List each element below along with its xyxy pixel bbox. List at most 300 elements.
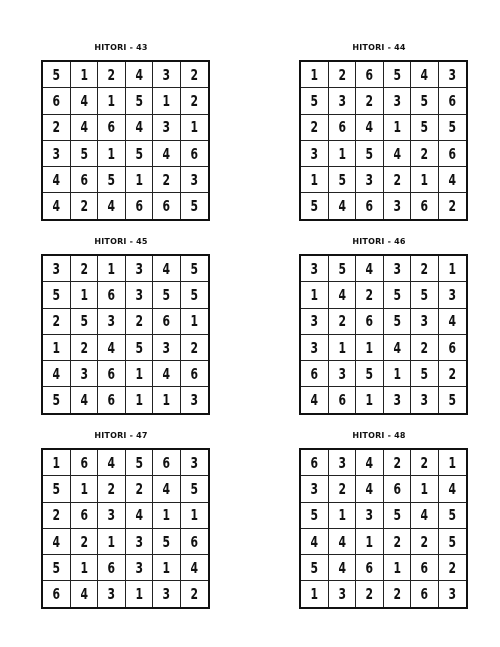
puzzle-grid: [41, 60, 210, 221]
grid-cell[interactable]: [70, 140, 98, 166]
grid-cell[interactable]: [98, 334, 126, 360]
grid-cell[interactable]: [70, 476, 98, 502]
grid-cell[interactable]: [356, 361, 384, 387]
grid-cell[interactable]: [438, 282, 466, 308]
grid-cell[interactable]: [328, 282, 356, 308]
cell-number: 6: [338, 118, 346, 137]
cell-number: 2: [365, 585, 374, 604]
grid-cell[interactable]: [42, 140, 70, 166]
grid-cell[interactable]: [300, 387, 328, 414]
cell-number: 5: [365, 144, 374, 163]
cell-number: 5: [80, 312, 88, 331]
grid-cell[interactable]: [356, 167, 384, 193]
grid-cell[interactable]: [356, 528, 384, 554]
grid-cell[interactable]: [356, 449, 384, 476]
grid-cell[interactable]: [411, 114, 439, 140]
grid-cell[interactable]: [42, 308, 70, 334]
grid-row: [300, 449, 467, 476]
grid-cell[interactable]: [438, 361, 466, 387]
grid-row: [42, 167, 209, 193]
grid-cell[interactable]: [98, 528, 126, 554]
grid-cell[interactable]: [98, 449, 126, 476]
grid-cell[interactable]: [180, 282, 208, 308]
grid-cell[interactable]: [42, 255, 70, 282]
grid-cell[interactable]: [180, 476, 208, 502]
grid-cell[interactable]: [383, 282, 411, 308]
grid-cell[interactable]: [411, 282, 439, 308]
grid-cell[interactable]: [180, 255, 208, 282]
cell-number: 2: [52, 118, 61, 137]
grid-cell[interactable]: [125, 555, 153, 581]
grid-cell[interactable]: [98, 114, 126, 140]
grid-cell[interactable]: [328, 555, 356, 581]
grid-cell[interactable]: [411, 88, 439, 114]
grid-row: [42, 193, 209, 220]
grid-cell[interactable]: [383, 502, 411, 528]
cell-number: 1: [80, 479, 88, 498]
grid-cell[interactable]: [300, 61, 328, 88]
grid-cell[interactable]: [411, 387, 439, 414]
grid-cell[interactable]: [153, 476, 181, 502]
grid-cell[interactable]: [98, 476, 126, 502]
grid-cell[interactable]: [328, 140, 356, 166]
grid-cell[interactable]: [180, 61, 208, 88]
grid-cell[interactable]: [153, 282, 181, 308]
grid-cell[interactable]: [383, 387, 411, 414]
grid-cell[interactable]: [300, 167, 328, 193]
cell-number: 1: [135, 585, 143, 604]
grid-cell[interactable]: [300, 114, 328, 140]
grid-cell[interactable]: [153, 88, 181, 114]
cell-number: 5: [52, 558, 61, 577]
grid-cell[interactable]: [411, 140, 439, 166]
grid-cell[interactable]: [438, 193, 466, 220]
grid-cell[interactable]: [438, 528, 466, 554]
grid-cell[interactable]: [300, 528, 328, 554]
grid-cell[interactable]: [70, 282, 98, 308]
grid-cell[interactable]: [125, 167, 153, 193]
cell-number: 5: [162, 532, 171, 551]
grid-cell[interactable]: [180, 387, 208, 414]
grid-cell[interactable]: [328, 476, 356, 502]
cell-number: 2: [190, 338, 199, 357]
cell-number: 5: [162, 285, 171, 304]
grid-cell[interactable]: [153, 449, 181, 476]
grid-cell[interactable]: [438, 555, 466, 581]
grid-cell[interactable]: [70, 581, 98, 608]
grid-cell[interactable]: [438, 140, 466, 166]
cell-number: 2: [310, 118, 319, 137]
grid-cell[interactable]: [300, 449, 328, 476]
grid-cell[interactable]: [300, 334, 328, 360]
grid-cell[interactable]: [153, 167, 181, 193]
cell-number: 3: [420, 391, 429, 410]
grid-cell[interactable]: [125, 193, 153, 220]
cell-number: 3: [162, 585, 171, 604]
grid-cell[interactable]: [153, 528, 181, 554]
grid-cell[interactable]: [383, 255, 411, 282]
cell-number: 5: [448, 532, 457, 551]
grid-cell[interactable]: [300, 361, 328, 387]
grid-cell[interactable]: [328, 581, 356, 608]
grid-cell[interactable]: [411, 528, 439, 554]
grid-cell[interactable]: [98, 61, 126, 88]
grid-cell[interactable]: [125, 334, 153, 360]
grid-cell[interactable]: [70, 88, 98, 114]
grid-cell[interactable]: [180, 88, 208, 114]
grid-cell[interactable]: [411, 581, 439, 608]
cell-number: 5: [310, 91, 319, 110]
grid-cell[interactable]: [411, 255, 439, 282]
grid-cell[interactable]: [383, 88, 411, 114]
grid-cell[interactable]: [180, 361, 208, 387]
cell-number: 1: [80, 285, 88, 304]
grid-cell[interactable]: [70, 255, 98, 282]
grid-cell[interactable]: [98, 387, 126, 414]
grid-cell[interactable]: [125, 114, 153, 140]
grid-cell[interactable]: [180, 528, 208, 554]
grid-cell[interactable]: [153, 387, 181, 414]
grid-cell[interactable]: [180, 193, 208, 220]
grid-cell[interactable]: [70, 61, 98, 88]
grid-cell[interactable]: [383, 61, 411, 88]
grid-cell[interactable]: [70, 361, 98, 387]
grid-cell[interactable]: [125, 387, 153, 414]
grid-cell[interactable]: [328, 361, 356, 387]
grid-cell[interactable]: [180, 114, 208, 140]
grid-row: [300, 61, 467, 88]
cell-number: 3: [393, 197, 401, 216]
grid-cell[interactable]: [328, 528, 356, 554]
cell-number: 3: [190, 391, 199, 410]
grid-cell[interactable]: [153, 193, 181, 220]
grid-cell[interactable]: [356, 476, 384, 502]
grid-cell[interactable]: [300, 282, 328, 308]
grid-cell[interactable]: [180, 140, 208, 166]
grid-cell[interactable]: [438, 61, 466, 88]
cell-number: 3: [310, 144, 319, 163]
grid-cell[interactable]: [42, 476, 70, 502]
grid-cell[interactable]: [356, 581, 384, 608]
grid-cell[interactable]: [125, 140, 153, 166]
grid-cell[interactable]: [42, 167, 70, 193]
grid-cell[interactable]: [98, 193, 126, 220]
grid-cell[interactable]: [438, 334, 466, 360]
grid-cell[interactable]: [70, 308, 98, 334]
grid-cell[interactable]: [411, 502, 439, 528]
cell-number: 3: [393, 91, 401, 110]
grid-cell[interactable]: [180, 502, 208, 528]
cell-number: 2: [448, 558, 457, 577]
grid-cell[interactable]: [383, 193, 411, 220]
grid-cell[interactable]: [98, 140, 126, 166]
cell-number: 5: [52, 285, 61, 304]
cell-number: 6: [52, 91, 61, 110]
cell-number: 5: [393, 506, 401, 525]
cell-number: 6: [135, 197, 143, 216]
grid-cell[interactable]: [356, 502, 384, 528]
grid-cell[interactable]: [153, 114, 181, 140]
grid-cell[interactable]: [42, 334, 70, 360]
cell-number: 6: [80, 170, 88, 189]
grid-row: [300, 255, 467, 282]
grid-cell[interactable]: [383, 114, 411, 140]
grid-row: [300, 361, 467, 387]
grid-row: [42, 387, 209, 414]
grid-row: [300, 476, 467, 502]
grid-cell[interactable]: [356, 114, 384, 140]
grid-cell[interactable]: [42, 114, 70, 140]
cell-number: 4: [52, 532, 61, 551]
grid-cell[interactable]: [383, 334, 411, 360]
cell-number: 6: [310, 453, 319, 472]
grid-cell[interactable]: [411, 334, 439, 360]
grid-cell[interactable]: [98, 555, 126, 581]
grid-cell[interactable]: [383, 361, 411, 387]
grid-cell[interactable]: [125, 581, 153, 608]
grid-cell[interactable]: [411, 308, 439, 334]
grid-cell[interactable]: [383, 167, 411, 193]
grid-cell[interactable]: [438, 581, 466, 608]
grid-cell[interactable]: [328, 334, 356, 360]
grid-cell[interactable]: [70, 114, 98, 140]
cell-number: 4: [365, 259, 374, 278]
cell-number: 3: [420, 312, 429, 331]
puzzle-hitori-48: [299, 431, 459, 609]
grid-cell[interactable]: [70, 334, 98, 360]
cell-number: 4: [310, 532, 319, 551]
cell-number: 6: [162, 453, 171, 472]
grid-cell[interactable]: [383, 528, 411, 554]
grid-cell[interactable]: [153, 308, 181, 334]
grid-cell[interactable]: [42, 502, 70, 528]
grid-row: [300, 88, 467, 114]
cell-number: 2: [135, 479, 143, 498]
cell-number: 4: [52, 197, 61, 216]
grid-cell[interactable]: [98, 88, 126, 114]
grid-cell[interactable]: [125, 282, 153, 308]
grid-cell[interactable]: [300, 193, 328, 220]
grid-cell[interactable]: [180, 334, 208, 360]
cell-number: 4: [365, 453, 374, 472]
grid-cell[interactable]: [438, 449, 466, 476]
grid-cell[interactable]: [42, 528, 70, 554]
grid-cell[interactable]: [438, 88, 466, 114]
grid-cell[interactable]: [328, 255, 356, 282]
grid-cell[interactable]: [328, 193, 356, 220]
grid-cell[interactable]: [411, 361, 439, 387]
grid-cell[interactable]: [300, 555, 328, 581]
grid-cell[interactable]: [153, 555, 181, 581]
grid-cell[interactable]: [383, 476, 411, 502]
grid-cell[interactable]: [328, 88, 356, 114]
cell-number: 5: [420, 364, 429, 383]
grid-cell[interactable]: [42, 61, 70, 88]
grid-cell[interactable]: [125, 255, 153, 282]
grid-cell[interactable]: [438, 308, 466, 334]
grid-cell[interactable]: [98, 581, 126, 608]
grid-cell[interactable]: [153, 502, 181, 528]
grid-cell[interactable]: [153, 61, 181, 88]
grid-cell[interactable]: [356, 193, 384, 220]
grid-cell[interactable]: [125, 476, 153, 502]
grid-cell[interactable]: [356, 140, 384, 166]
grid-cell[interactable]: [153, 361, 181, 387]
grid-cell[interactable]: [411, 61, 439, 88]
grid-cell[interactable]: [180, 167, 208, 193]
cell-number: 5: [190, 259, 199, 278]
cell-number: 5: [135, 338, 143, 357]
grid-cell[interactable]: [125, 308, 153, 334]
grid-row: [300, 502, 467, 528]
cell-number: 4: [365, 479, 374, 498]
grid-cell[interactable]: [42, 88, 70, 114]
grid-cell[interactable]: [125, 502, 153, 528]
grid-cell[interactable]: [383, 555, 411, 581]
cell-number: 1: [310, 65, 319, 84]
grid-cell[interactable]: [153, 581, 181, 608]
cell-number: 6: [190, 144, 199, 163]
grid-cell[interactable]: [70, 193, 98, 220]
cell-number: 2: [393, 585, 401, 604]
grid-cell[interactable]: [383, 140, 411, 166]
cell-number: 5: [420, 91, 429, 110]
grid-cell[interactable]: [300, 308, 328, 334]
grid-cell[interactable]: [70, 387, 98, 414]
grid-cell[interactable]: [411, 449, 439, 476]
grid-cell[interactable]: [98, 255, 126, 282]
cell-number: 2: [365, 91, 374, 110]
cell-number: 5: [190, 479, 199, 498]
grid-cell[interactable]: [356, 282, 384, 308]
grid-cell[interactable]: [70, 555, 98, 581]
grid-cell[interactable]: [125, 88, 153, 114]
cell-number: 1: [52, 453, 61, 472]
grid-cell[interactable]: [411, 193, 439, 220]
grid-cell[interactable]: [180, 308, 208, 334]
grid-cell[interactable]: [42, 555, 70, 581]
grid-cell[interactable]: [383, 308, 411, 334]
grid-cell[interactable]: [125, 449, 153, 476]
grid-cell[interactable]: [180, 581, 208, 608]
grid-cell[interactable]: [98, 308, 126, 334]
grid-cell[interactable]: [383, 581, 411, 608]
grid-cell[interactable]: [300, 476, 328, 502]
grid-cell[interactable]: [125, 361, 153, 387]
grid-cell[interactable]: [356, 255, 384, 282]
grid-cell[interactable]: [356, 555, 384, 581]
cell-number: 1: [162, 91, 171, 110]
grid-cell[interactable]: [356, 61, 384, 88]
cell-number: 1: [338, 144, 346, 163]
grid-row: [300, 282, 467, 308]
cell-number: 4: [365, 118, 374, 137]
cell-number: 6: [107, 118, 116, 137]
grid-cell[interactable]: [300, 88, 328, 114]
grid-cell[interactable]: [328, 61, 356, 88]
grid-cell[interactable]: [70, 528, 98, 554]
grid-cell[interactable]: [98, 502, 126, 528]
grid-cell[interactable]: [383, 449, 411, 476]
grid-cell[interactable]: [125, 528, 153, 554]
grid-cell[interactable]: [98, 282, 126, 308]
grid-cell[interactable]: [153, 140, 181, 166]
cell-number: 2: [420, 144, 429, 163]
grid-cell[interactable]: [438, 476, 466, 502]
grid-cell[interactable]: [411, 555, 439, 581]
grid-cell[interactable]: [328, 308, 356, 334]
grid-cell[interactable]: [98, 167, 126, 193]
cell-number: 4: [80, 118, 88, 137]
grid-cell[interactable]: [438, 387, 466, 414]
cell-number: 2: [338, 479, 346, 498]
grid-cell[interactable]: [180, 555, 208, 581]
cell-number: 5: [393, 312, 401, 331]
cell-number: 2: [80, 197, 88, 216]
cell-number: 6: [162, 197, 171, 216]
grid-cell[interactable]: [438, 502, 466, 528]
cell-number: 5: [448, 391, 457, 410]
grid-cell[interactable]: [300, 255, 328, 282]
grid-cell[interactable]: [42, 361, 70, 387]
grid-cell[interactable]: [356, 88, 384, 114]
grid-cell[interactable]: [70, 449, 98, 476]
cell-number: 5: [52, 65, 61, 84]
grid-cell[interactable]: [42, 581, 70, 608]
grid-cell[interactable]: [42, 282, 70, 308]
grid-cell[interactable]: [70, 502, 98, 528]
grid-cell[interactable]: [438, 114, 466, 140]
grid-cell[interactable]: [98, 361, 126, 387]
grid-cell[interactable]: [411, 167, 439, 193]
grid-cell[interactable]: [180, 449, 208, 476]
grid-cell[interactable]: [42, 193, 70, 220]
grid-cell[interactable]: [153, 255, 181, 282]
cell-number: 5: [190, 285, 199, 304]
cell-number: 3: [162, 65, 171, 84]
grid-cell[interactable]: [438, 167, 466, 193]
cell-number: 6: [420, 197, 429, 216]
grid-cell[interactable]: [328, 502, 356, 528]
grid-cell[interactable]: [328, 387, 356, 414]
grid-cell[interactable]: [125, 61, 153, 88]
cell-number: 1: [162, 506, 171, 525]
grid-cell[interactable]: [153, 334, 181, 360]
cell-number: 2: [338, 65, 346, 84]
grid-cell[interactable]: [42, 449, 70, 476]
cell-number: 3: [80, 364, 88, 383]
cell-number: 6: [365, 312, 374, 331]
grid-cell[interactable]: [411, 476, 439, 502]
grid-cell[interactable]: [356, 334, 384, 360]
cell-number: 2: [393, 532, 401, 551]
grid-cell[interactable]: [300, 502, 328, 528]
grid-cell[interactable]: [300, 140, 328, 166]
grid-cell[interactable]: [300, 581, 328, 608]
cell-number: 6: [448, 338, 457, 357]
grid-cell[interactable]: [438, 255, 466, 282]
grid-cell[interactable]: [42, 387, 70, 414]
grid-cell[interactable]: [328, 114, 356, 140]
grid-cell[interactable]: [328, 449, 356, 476]
grid-cell[interactable]: [356, 387, 384, 414]
cell-number: 3: [448, 65, 457, 84]
grid-cell[interactable]: [356, 308, 384, 334]
grid-row: [300, 193, 467, 220]
grid-cell[interactable]: [70, 167, 98, 193]
cell-number: 5: [80, 144, 88, 163]
grid-cell[interactable]: [328, 167, 356, 193]
